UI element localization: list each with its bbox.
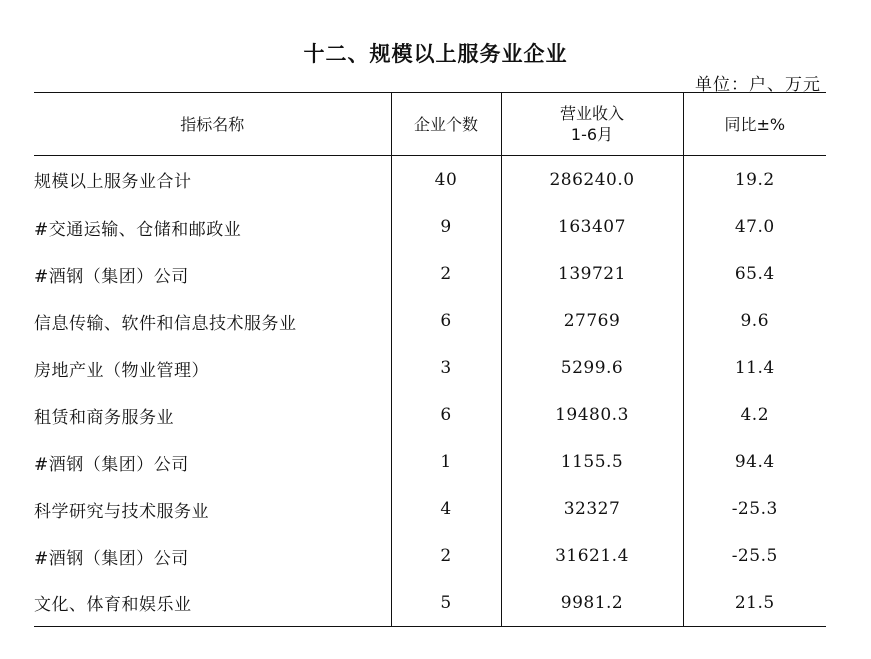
table-row [34, 156, 826, 204]
row-count: 4 [391, 486, 501, 533]
header-yoy: 同比±% [683, 93, 826, 156]
row-count: 6 [391, 392, 501, 439]
table-row [34, 345, 826, 392]
row-yoy: 4.2 [683, 392, 826, 439]
row-name: #酒钢（集团）公司 [34, 548, 189, 569]
table-row [34, 204, 826, 251]
row-revenue: 9981.2 [501, 580, 683, 627]
row-count: 2 [391, 251, 501, 298]
row-revenue: 27769 [501, 298, 683, 345]
row-yoy: 21.5 [683, 580, 826, 627]
row-name: #酒钢（集团）公司 [34, 266, 189, 287]
row-yoy: -25.3 [683, 486, 826, 533]
row-name: 规模以上服务业合计 [34, 172, 192, 193]
unit-label: 单位：户、万元 [695, 75, 821, 95]
row-name: #交通运输、仓储和邮政业 [34, 219, 242, 240]
header-indicator-name: 指标名称 [34, 93, 391, 156]
row-revenue: 19480.3 [501, 392, 683, 439]
row-yoy: 19.2 [683, 156, 826, 204]
row-name: 文化、体育和娱乐业 [34, 580, 391, 627]
table-row [34, 251, 826, 298]
row-yoy: 47.0 [683, 204, 826, 251]
row-revenue: 32327 [501, 486, 683, 533]
row-yoy: 94.4 [683, 439, 826, 486]
row-count: 40 [391, 156, 501, 204]
row-yoy: 65.4 [683, 251, 826, 298]
table-row [34, 533, 826, 580]
row-revenue: 31621.4 [501, 533, 683, 580]
row-name: 信息传输、软件和信息技术服务业 [34, 313, 297, 334]
row-revenue: 163407 [501, 204, 683, 251]
row-revenue: 286240.0 [501, 156, 683, 204]
row-count: 3 [391, 345, 501, 392]
row-name: #酒钢（集团）公司 [34, 454, 189, 475]
row-count: 9 [391, 204, 501, 251]
row-count: 6 [391, 298, 501, 345]
row-name: 房地产业（物业管理） [34, 360, 209, 381]
row-name: 租赁和商务服务业 [34, 407, 174, 428]
table-row [34, 486, 826, 533]
table-row [34, 298, 826, 345]
table-row [34, 580, 826, 627]
row-count: 2 [391, 533, 501, 580]
header-enterprise-count: 企业个数 [391, 93, 501, 156]
row-yoy: -25.5 [683, 533, 826, 580]
row-revenue: 1155.5 [501, 439, 683, 486]
row-revenue: 139721 [501, 251, 683, 298]
row-yoy: 11.4 [683, 345, 826, 392]
table-row [34, 392, 826, 439]
header-revenue-label: 营业收入 [559, 104, 624, 123]
row-count: 5 [391, 580, 501, 627]
row-revenue: 5299.6 [501, 345, 683, 392]
header-revenue-period: 1-6月 [570, 125, 614, 144]
table-header-row [34, 93, 826, 156]
row-yoy: 9.6 [683, 298, 826, 345]
statistics-table [34, 92, 826, 627]
row-count: 1 [391, 439, 501, 486]
table-row [34, 439, 826, 486]
row-name: 科学研究与技术服务业 [34, 501, 209, 522]
page-title: 十二、规模以上服务业企业 [303, 42, 568, 66]
header-revenue [501, 93, 683, 156]
